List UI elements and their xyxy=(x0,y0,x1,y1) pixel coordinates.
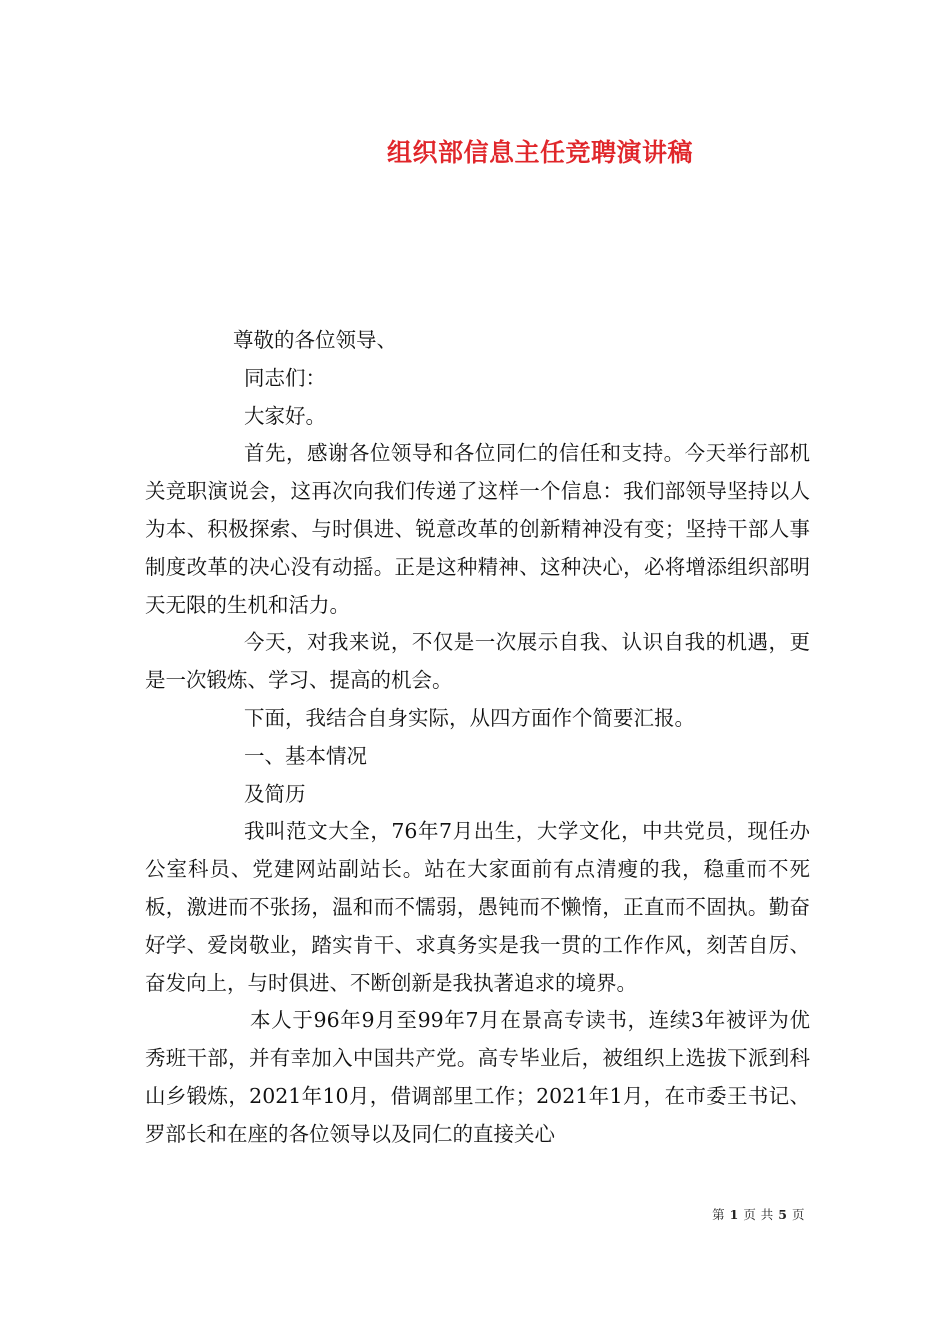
footer-prefix: 第 xyxy=(712,1207,726,1222)
section-heading-resume: 及简历 xyxy=(244,781,306,806)
paragraph-thanks: 首先，感谢各位领导和各位同仁的信任和支持。今天举行部机关竞职演说会，这再次向我们传递了这样一个信息：我们部领导坚持以人为本、积极探索、与时俱进、锐意改革的创新精神没有变；坚持干部人事制度改革的决心没有动摇。正是这种精神、这种决心，必将增添组织部明天无限的生机和活力。 xyxy=(145,441,810,617)
footer-current-page: 1 xyxy=(729,1207,739,1222)
footer-total-pages: 5 xyxy=(778,1207,788,1222)
paragraph-opportunity: 今天，对我来说，不仅是一次展示自我、认识自我的机遇，更是一次锻炼、学习、提高的机会。 xyxy=(145,630,810,693)
section-heading-basic: 一、基本情况 xyxy=(244,743,367,768)
page-footer xyxy=(712,1205,805,1223)
document-body xyxy=(145,322,810,1154)
footer-middle: 页 共 xyxy=(743,1207,774,1222)
footer-suffix: 页 xyxy=(791,1207,805,1222)
document-title: 组织部信息主任竞聘演讲稿 xyxy=(386,138,693,167)
paragraph-self-intro: 我叫范文大全，76年7月出生，大学文化，中共党员，现任办公室科员、党建网站副站长。站在大家面前有点清瘦的我，稳重而不死板，激进而不张扬，温和而不懦弱，愚钝而不懒惰，正直而不固执。勤奋好学、爱岗敬业，踏实肯干、求真务实是我一贯的工作作风，刻苦自厉、奋发向上，与时俱进、不断创新是我执著追求的境界。 xyxy=(145,819,810,995)
paragraph-history: 本人于96年9月至99年7月在景高专读书，连续3年被评为优秀班干部，并有幸加入中国共产党。高专毕业后，被组织上选拔下派到科山乡锻炼，2021年10月，借调部里工作；2021年1月，在市委王书记、罗部长和在座的各位领导以及同仁的直接关心 xyxy=(145,1008,810,1146)
paragraph-outline: 下面，我结合自身实际，从四方面作个简要汇报。 xyxy=(244,705,695,730)
greeting-line-3: 大家好。 xyxy=(244,403,326,428)
greeting-line-2: 同志们： xyxy=(244,365,326,390)
greeting-line-1: 尊敬的各位领导、 xyxy=(233,328,397,352)
